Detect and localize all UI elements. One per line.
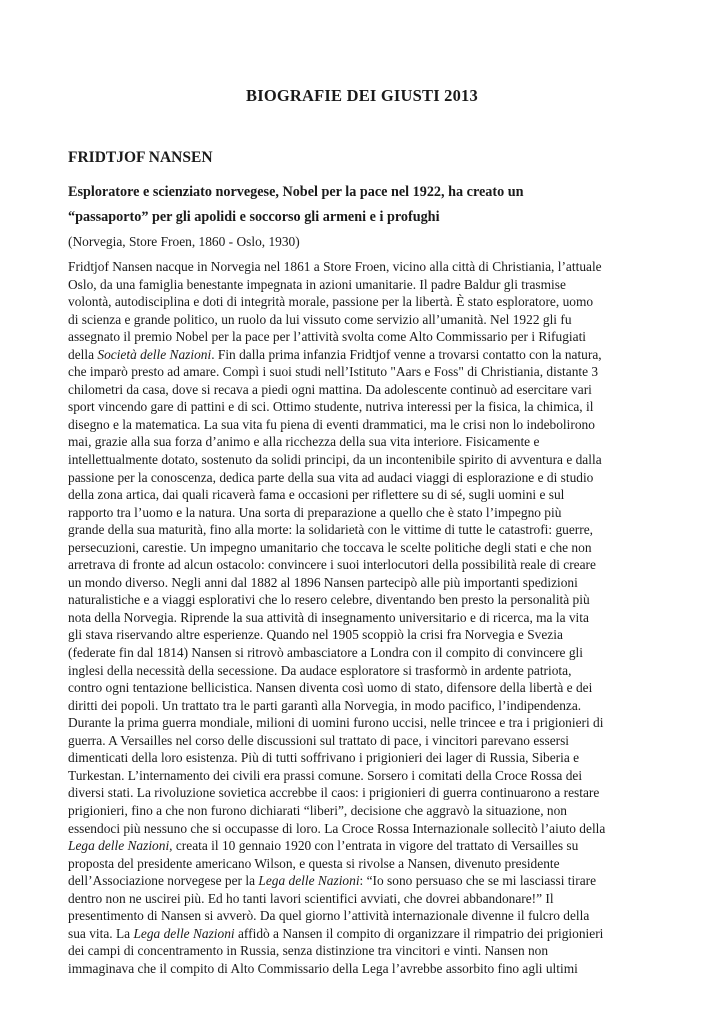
body-line: [68, 574, 663, 592]
body-line: [68, 363, 663, 381]
body-text-segment: grande della sua maturità, fino alla morte: la solidarietà con le vittime di tutte le catastrofi: guerre,: [68, 522, 594, 538]
subtitle-line: “passaporto” per gli apolidi e soccorso gli armeni e i profughi: [68, 209, 440, 225]
body-text-segment: sua vita. La: [68, 925, 134, 941]
body-text-segment: . Fin dalla prima infanzia Fridtjof venne a trovarsi contatto con la natura,: [211, 346, 602, 362]
body-text-segment: immaginava che il compito di Alto Commissario della Lega l’avrebbe assorbito fino agli ultimi: [68, 960, 578, 976]
body-text-segment: di scienza e grande politico, un ruolo da lui vissuto come servizio all’umanità. Nel 1922 gli fu: [68, 311, 572, 327]
body-line: [68, 346, 663, 364]
body-line: [68, 732, 663, 750]
body-text-segment: presentimento di Nansen si avverò. Da quel giorno l’attività internazionale divenne il fulcro della: [68, 908, 590, 924]
document-title: BIOGRAFIE DEI GIUSTI 2013: [246, 86, 478, 105]
body-text-segment: che imparò presto ad amare. Compì i suoi studi nell’Istituto "Aars e Foss" di Christiania, distante 3: [68, 364, 599, 380]
body-line: [68, 714, 663, 732]
biography-subtitle: [68, 180, 663, 230]
body-line: [68, 855, 663, 873]
italic-term: Società delle Nazioni: [97, 346, 212, 362]
body-line: [68, 960, 663, 978]
body-text-segment: affidò a Nansen il compito di organizzare il rimpatrio dei prigionieri: [234, 925, 604, 941]
body-text-segment: : “Io sono persuaso che se mi lasciassi tirare: [359, 873, 597, 889]
life-dates: (Norvegia, Store Froen, 1860 - Oslo, 1930): [68, 234, 300, 249]
body-line: [68, 609, 663, 627]
body-line: [68, 556, 663, 574]
body-text-segment: dei campi di concentramento in Russia, senza distinzione tra vincitori e vinti. Nansen non: [68, 943, 549, 959]
body-text-segment: diversi stati. La rivoluzione sovietica accrebbe il caos: i prigionieri di guerra continuarono a restare: [68, 785, 600, 801]
body-line: [68, 767, 663, 785]
italic-term: Lega delle Nazioni: [68, 838, 170, 854]
body-line: [68, 451, 663, 469]
body-text-segment: contro ogni tentazione bellicistica. Nansen diventa così uomo di stato, difensore della libertà e dei: [68, 680, 593, 696]
body-text-segment: Turkestan. L’internamento dei civili era prassi comune. Sorsero i comitati della Croce Rossa dei: [68, 767, 583, 783]
body-line: [68, 802, 663, 820]
italic-term: Lega delle Nazioni: [133, 925, 235, 941]
body-line: [68, 398, 663, 416]
body-line: [68, 416, 663, 434]
body-text-segment: arretrava di fronte ad alcun ostacolo: convincere i suoi interlocutori della possibilità reale di creare: [68, 557, 596, 573]
body-line: [68, 293, 663, 311]
body-text-segment: inglesi della necessità della secessione. Da audace esploratore si trasformò in ardente patriota,: [68, 662, 572, 678]
body-text-segment: Oslo, da una famiglia benestante impegnata in azioni umanitarie. Il padre Baldur gli trasmise: [68, 276, 566, 292]
body-line: [68, 925, 663, 943]
body-text-segment: persecuzioni, carestie. Un impegno umanitario che toccava le scelte politiche degli stati e che non: [68, 539, 592, 555]
body-line: [68, 644, 663, 662]
subtitle-line: Esploratore e scienziato norvegese, Nobel per la pace nel 1922, ha creato un: [68, 184, 524, 200]
body-text-segment: chilometri da casa, dove si recava a piedi ogni mattina. Da adolescente continuò ad esercitare vari: [68, 381, 592, 397]
body-text-segment: della zona artica, dai quali ricaverà fama e occasioni per riflettere su di sé, sugli uomini e sul: [68, 487, 565, 503]
body-text-segment: disegno e la matematica. La sua vita fu piena di eventi drammatici, ma le crisi non lo indebolirono: [68, 416, 595, 432]
body-line: [68, 539, 663, 557]
person-name: FRIDTJOF NANSEN: [68, 149, 213, 166]
body-text-segment: assegnato il premio Nobel per la pace per l’attività svolta come Alto Commissario per i Rifugiati: [68, 329, 587, 345]
body-line: [68, 872, 663, 890]
italic-term: Lega delle Nazioni: [258, 873, 360, 889]
body-line: [68, 679, 663, 697]
body-text-segment: prigionieri, fino a che non furono dichiarati “liberi”, decisione che aggravò la situazione, non: [68, 802, 567, 818]
body-text-segment: passione per la conoscenza, dedica parte della sua vita ad audaci viaggi di esplorazione e di studio: [68, 469, 594, 485]
body-line: [68, 258, 663, 276]
body-text-segment: (federate fin dal 1814) Nansen si ritrovò ambasciatore a Londra con il compito di convincere gli: [68, 645, 583, 661]
body-text-segment: proposta del presidente americano Wilson, e questa si rivolse a Nansen, divenuto presidente: [68, 855, 560, 871]
body-text-segment: nota della Norvegia. Riprende la sua attività di insegnamento universitario e di ricerca, ma la vita: [68, 609, 589, 625]
body-line: [68, 697, 663, 715]
body-line: [68, 591, 663, 609]
body-text-segment: guerra. A Versailles nel corso delle discussioni sul trattato di pace, i vincitori parevano essersi: [68, 732, 570, 748]
body-text-segment: essendoci più nessuno che si occupasse di loro. La Croce Rossa Internazionale sollecitò l’aiuto della: [68, 820, 606, 836]
body-line: [68, 504, 663, 522]
body-line: [68, 890, 663, 908]
body-line: [68, 381, 663, 399]
body-text-segment: mai, grazie alla sua forza d’animo e alla ricchezza della sua vita interiore. Fisicamente e: [68, 434, 540, 450]
body-text-segment: dell’Associazione norvegese per la: [68, 873, 259, 889]
body-line: [68, 837, 663, 855]
body-line: [68, 626, 663, 644]
body-text-segment: dentro non ne uscirei più. Ed ho tanti lavori scientifici avviati, che dovrei abbandonare!” Il: [68, 890, 554, 906]
body-line: [68, 942, 663, 960]
biography-section: [68, 148, 663, 977]
body-line: [68, 486, 663, 504]
body-line: [68, 662, 663, 680]
biography-body: [68, 258, 663, 977]
body-text-segment: Fridtjof Nansen nacque in Norvegia nel 1861 a Store Froen, vicino alla città di Christiania, l’attuale: [68, 259, 602, 274]
body-text-segment: rapporto tra l’uomo e la natura. Una sorta di preparazione a quello che è stato l’impegno più: [68, 504, 562, 520]
body-line: [68, 784, 663, 802]
body-text-segment: volontà, autodisciplina e doti di integrità morale, passione per la libertà. È stato esploratore, uomo: [68, 294, 594, 310]
body-text-segment: intellettualmente dotato, sostenuto da solidi principi, da un incontenibile spirito di avventura e dalla: [68, 452, 602, 468]
body-text-segment: Durante la prima guerra mondiale, milioni di uomini furono uccisi, nelle trincee e tra i prigionieri di: [68, 715, 604, 731]
body-line: [68, 820, 663, 838]
body-text-segment: dimenticati della loro esistenza. Più di tutti soffrivano i prigionieri dei lager di Russia, Siberia e: [68, 750, 580, 766]
body-line: [68, 276, 663, 294]
body-text-segment: naturalistiche e a viaggi esplorativi che lo resero celebre, diventando ben presto la personalità più: [68, 592, 590, 608]
body-text-segment: sport vincendo gare di pattini e di sci. Ottimo studente, nutriva interessi per la fisica, la chimica, il: [68, 399, 594, 415]
body-line: [68, 469, 663, 487]
body-line: [68, 907, 663, 925]
body-text-segment: gli stava riservando altre esperienze. Quando nel 1905 scoppiò la crisi fra Norvegia e Svezia: [68, 627, 563, 643]
body-line: [68, 433, 663, 451]
body-line: [68, 521, 663, 539]
body-line: [68, 328, 663, 346]
body-text-segment: della: [68, 346, 98, 362]
body-text-segment: , creata il 10 gennaio 1920 con l’entrata in vigore del trattato di Versailles su: [169, 838, 579, 854]
body-line: [68, 311, 663, 329]
body-line: [68, 749, 663, 767]
body-text-segment: un mondo diverso. Negli anni dal 1882 al 1896 Nansen partecipò alle più importanti spedizioni: [68, 574, 578, 590]
body-text-segment: diritti dei popoli. Un trattato tra le parti garantì alla Norvegia, in modo pacifico, l’indipendenza.: [68, 697, 582, 713]
